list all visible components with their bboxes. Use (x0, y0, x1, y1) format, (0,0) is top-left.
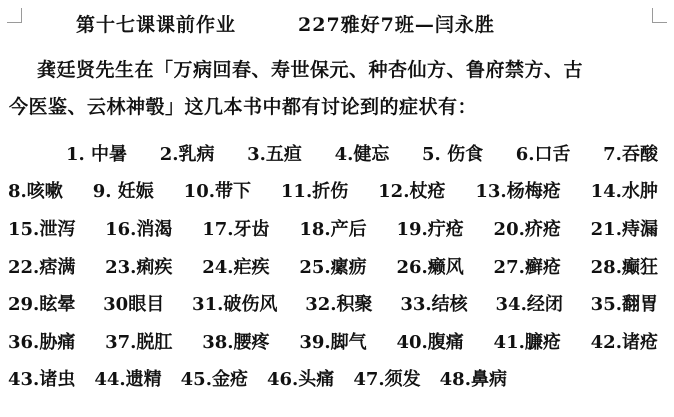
symptom-item: 29.眩晕 (8, 294, 76, 316)
symptom-item: 1. 中暑 (66, 143, 128, 165)
symptom-item: 14.水肿 (590, 181, 658, 203)
symptom-row (8, 284, 658, 322)
symptom-item: 9. 妊娠 (92, 181, 154, 203)
symptom-item: 2.乳病 (159, 143, 215, 165)
lesson-title: 第十七课课前作业 (76, 14, 237, 36)
symptom-item: 42.诸疮 (590, 331, 658, 353)
symptom-item: 7.吞酸 (603, 143, 658, 165)
symptom-item: 8.咳嗽 (8, 181, 63, 203)
intro-line-1: 龚廷贤先生在「万病回春、寿世保元、种杏仙方、鲁府禁方、古 (37, 59, 584, 81)
symptom-item: 44.遗精 (94, 369, 162, 391)
symptom-row (8, 322, 658, 360)
page-corner-mark-left (7, 8, 22, 23)
symptom-item: 11.折伤 (280, 181, 349, 203)
symptom-row (8, 134, 658, 172)
symptom-row (8, 247, 658, 285)
symptom-item: 18.产后 (299, 218, 367, 240)
symptom-item: 41.臁疮 (493, 331, 561, 353)
symptom-item: 4.健忘 (334, 143, 390, 165)
symptom-item: 25.瘰疬 (299, 256, 367, 278)
symptom-item: 47.须发 (353, 369, 421, 391)
symptom-item: 32.积聚 (305, 294, 373, 316)
symptom-item: 17.牙齿 (202, 218, 270, 240)
symptom-item: 6.口舌 (515, 143, 571, 165)
intro-paragraph (9, 52, 659, 126)
symptom-item: 36.胁痛 (8, 331, 76, 353)
symptom-item: 22.痞满 (8, 256, 76, 278)
symptom-row (8, 209, 658, 247)
symptom-item: 45.金疮 (180, 369, 248, 391)
class-info: 227雅好7班—闫永胜 (298, 14, 495, 36)
symptom-item: 46.头痛 (266, 369, 335, 391)
document-title (76, 10, 495, 37)
symptom-item: 28.癫狂 (590, 256, 658, 278)
symptom-item: 30眼目 (103, 294, 165, 316)
symptom-item: 23.痢疾 (105, 256, 173, 278)
symptom-item: 33.结核 (400, 294, 468, 316)
symptom-item: 43.诸虫 (8, 369, 76, 391)
symptom-item: 40.腹痛 (396, 331, 464, 353)
symptom-item: 39.脚气 (299, 331, 367, 353)
symptom-item: 48.鼻病 (439, 369, 507, 391)
symptom-item: 19.疔疮 (396, 218, 464, 240)
symptom-item: 16.消渴 (105, 218, 173, 240)
symptom-item: 5. 伤食 (422, 143, 484, 165)
symptom-item: 13.杨梅疮 (475, 181, 561, 203)
symptom-item: 31.破伤风 (192, 294, 278, 316)
symptom-item: 34.经闭 (495, 294, 563, 316)
symptom-item: 12.杖疮 (378, 181, 446, 203)
symptom-item: 26.癞风 (396, 256, 464, 278)
symptom-item: 37.脱肛 (105, 331, 173, 353)
symptom-item: 27.癣疮 (493, 256, 561, 278)
symptom-row (8, 172, 658, 210)
symptom-item: 20.疥疮 (493, 218, 561, 240)
symptom-item: 3.五疸 (247, 143, 302, 165)
symptom-item: 21.痔漏 (590, 218, 658, 240)
symptom-item: 38.腰疼 (202, 331, 270, 353)
symptom-item: 24.疟疾 (202, 256, 270, 278)
symptom-item: 15.泄泻 (8, 218, 76, 240)
intro-line-2: 今医鉴、云林神彀」这几本书中都有讨论到的症状有： (9, 96, 478, 118)
page-corner-mark-right (652, 8, 667, 23)
symptom-item: 10.带下 (183, 181, 251, 203)
symptom-list (8, 134, 658, 397)
symptom-row (8, 360, 658, 398)
symptom-item: 35.翻胃 (590, 294, 658, 316)
